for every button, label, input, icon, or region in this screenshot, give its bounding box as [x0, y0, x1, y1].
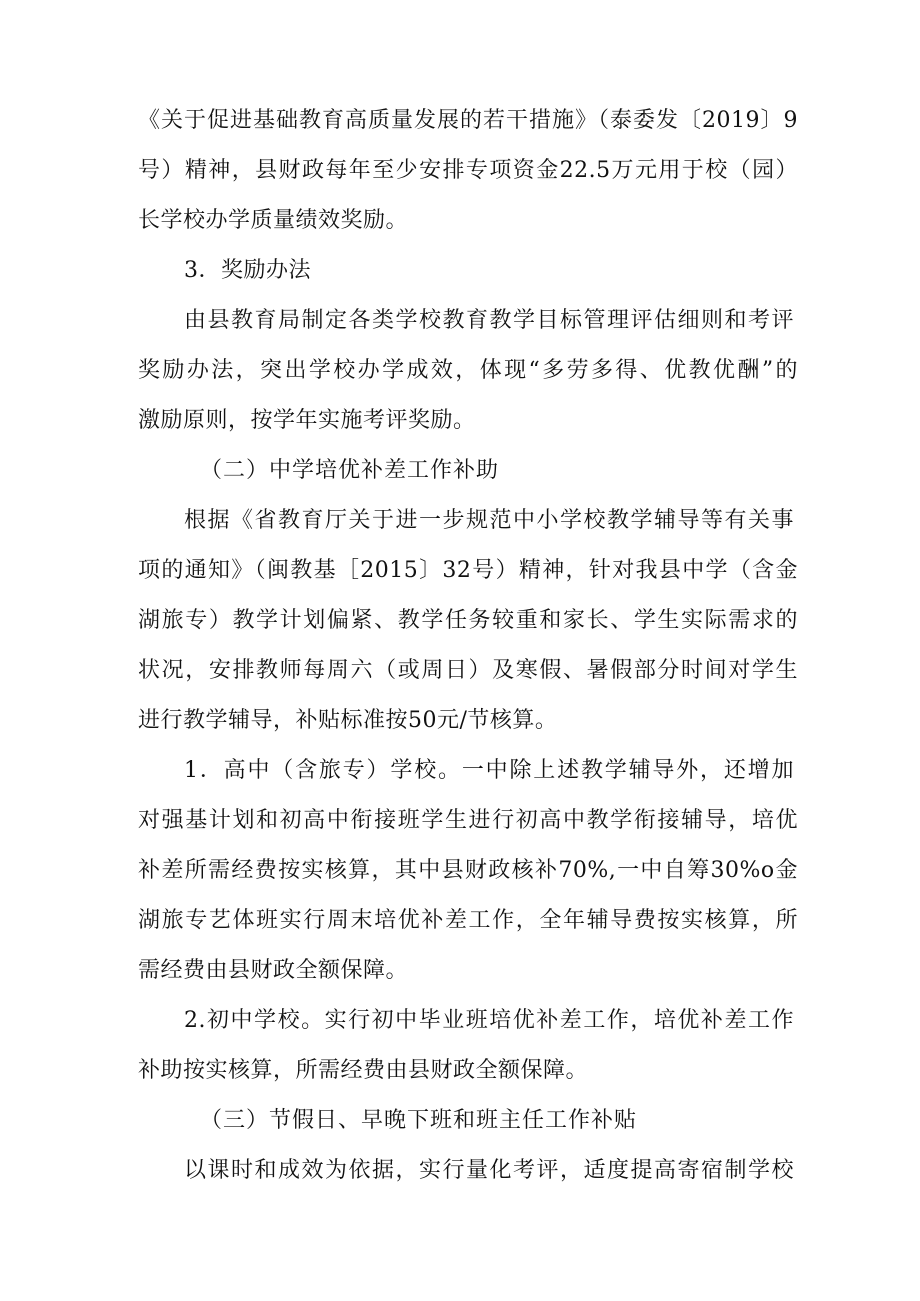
text-line: 补助按实核算，所需经费由县财政全额保障。	[138, 1058, 589, 1083]
section-heading: （三）节假日、早晚下班和班主任工作补贴	[200, 1108, 638, 1133]
text-line: 需经费由县财政全额保障。	[138, 958, 409, 983]
text-line: 湖旅专艺体班实行周末培优补差工作，全年辅导费按实核算，所	[138, 908, 798, 933]
text-line: 1．高中（含旅专）学校。一中除上述教学辅导外，还增加	[184, 758, 794, 783]
text-line: 以课时和成效为依据，实行量化考评，适度提高寄宿制学校	[184, 1158, 794, 1183]
text-line: 号）精神，县财政每年至少安排专项资金22.5万元用于校（园）	[138, 158, 798, 183]
text-line: 进行教学辅导，补贴标准按50元/节核算。	[138, 708, 558, 733]
text-line: 《关于促进基础教育高质量发展的若干措施》（泰委发〔2019〕9	[138, 108, 798, 133]
text-line: 长学校办学质量绩效奖励。	[138, 208, 409, 233]
text-line: 项的通知》（闽教基［2015〕32号）精神，针对我县中学（含金	[138, 558, 798, 583]
text-line: 对强基计划和初高中衔接班学生进行初高中教学衔接辅导，培优	[138, 808, 798, 833]
text-line: 奖励办法，突出学校办学成效，体现“多劳多得、优教优酬”的	[138, 358, 798, 383]
text-line: 根据《省教育厅关于进一步规范中小学校教学辅导等有关事	[184, 508, 794, 533]
text-line: 2.初中学校。实行初中毕业班培优补差工作，培优补差工作	[184, 1008, 794, 1033]
section-heading: （二）中学培优补差工作补助	[200, 458, 500, 483]
section-heading: 3．奖励办法	[184, 258, 311, 283]
text-line: 状况，安排教师每周六（或周日）及寒假、暑假部分时间对学生	[138, 658, 798, 683]
text-line: 由县教育局制定各类学校教育教学目标管理评估细则和考评	[184, 308, 794, 333]
text-line: 补差所需经费按实核算，其中县财政核补70%,一中自筹30%o金	[138, 858, 798, 883]
text-line: 激励原则，按学年实施考评奖励。	[138, 408, 476, 433]
text-line: 湖旅专）教学计划偏紧、教学任务较重和家长、学生实际需求的	[138, 608, 798, 633]
